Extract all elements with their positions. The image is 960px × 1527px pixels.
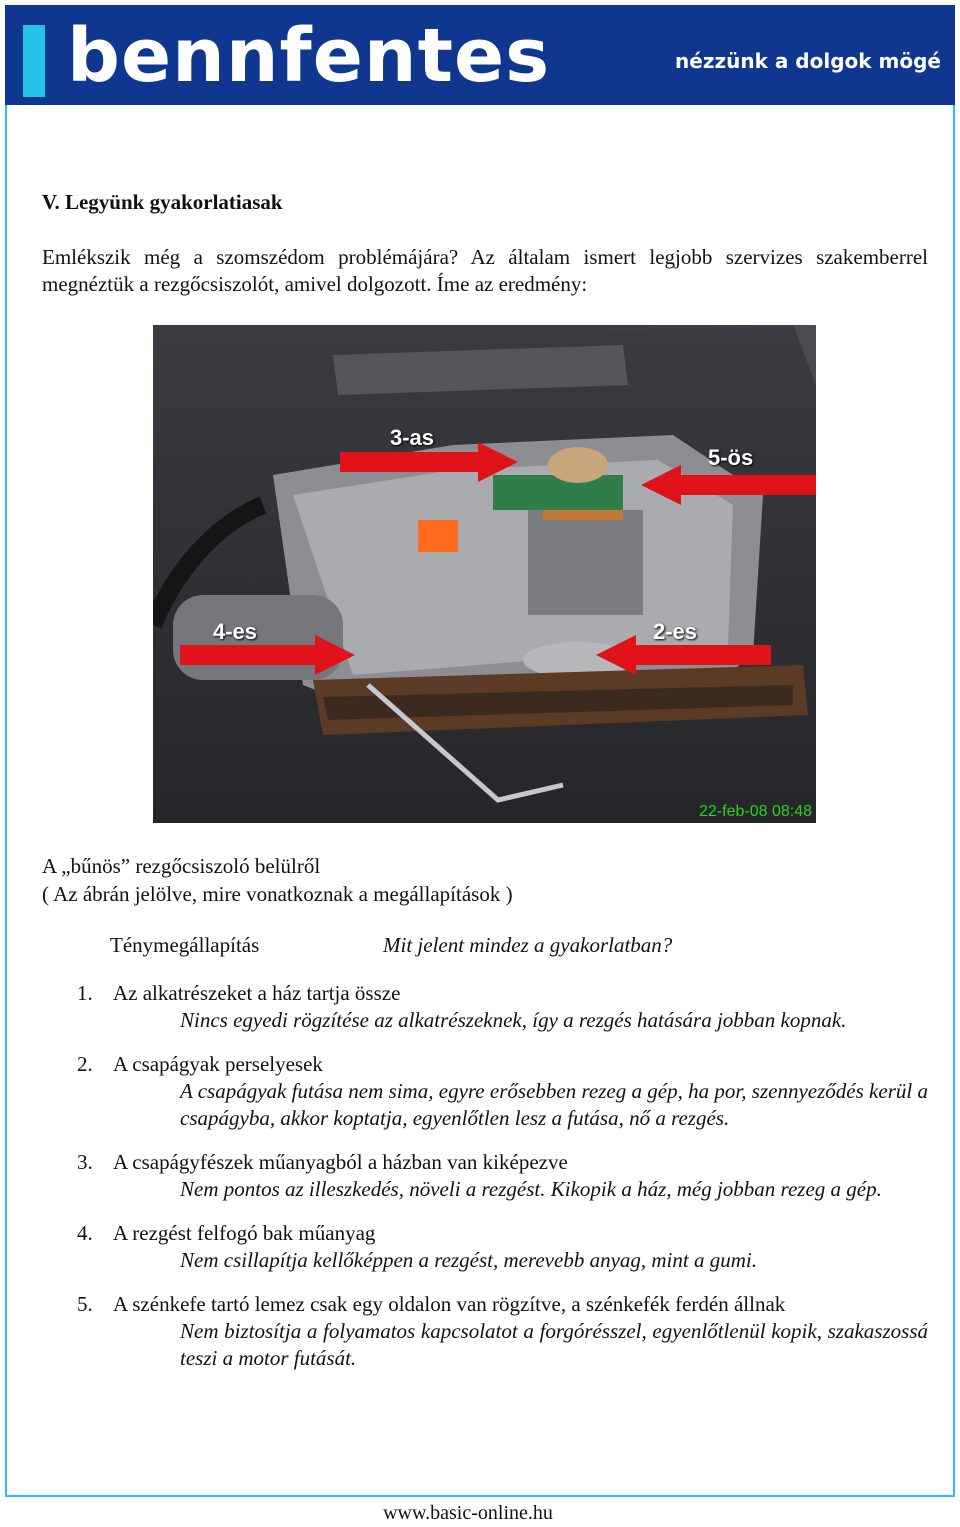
finding-number: 2.: [77, 1052, 93, 1076]
finding-meaning: Nem pontos az illeszkedés, növeli a rezgést. Kikopik a ház, még jobban rezeg a gép.: [180, 1177, 882, 1201]
caption-line-2: ( Az ábrán jelölve, mire vonatkoznak a megállapítások ): [42, 882, 513, 906]
footer-url[interactable]: www.basic-online.hu: [383, 1502, 553, 1524]
finding-fact: A csapágyak perselyesek: [113, 1052, 323, 1076]
sander-photo: [153, 325, 816, 823]
sander-illustration: [153, 325, 816, 823]
photo-caption: [42, 852, 513, 908]
finding-meaning: Nem biztosítja a folyamatos kapcsolatot a forgórésszel, egyenlőtlenül kopik, szakaszossá teszi a motor futását.: [180, 1319, 928, 1370]
finding-meaning: Nincs egyedi rögzítése az alkatrészeknek, így a rezgés hatására jobban kopnak.: [180, 1008, 847, 1032]
caption-line-1: A „bűnös” rezgőcsiszoló belülről: [42, 854, 321, 878]
section-title: V. Legyünk gyakorlatiasak: [42, 190, 283, 214]
finding-item: [42, 1220, 928, 1274]
finding-fact: Az alkatrészeket a ház tartja össze: [113, 981, 401, 1005]
header-banner: [5, 5, 955, 105]
finding-item: [42, 1051, 928, 1132]
column-heading-meaning: Mit jelent mindez a gyakorlatban?: [383, 933, 673, 957]
finding-fact: A szénkefe tartó lemez csak egy oldalon van rögzítve, a szénkefék ferdén állnak: [113, 1292, 786, 1316]
finding-meaning: Nem csillapítja kellőképpen a rezgést, merevebb anyag, mint a gumi.: [180, 1248, 757, 1272]
callout-3: 3-as: [390, 425, 435, 450]
site-slogan: nézzünk a dolgok mögé: [675, 49, 941, 73]
photo-timestamp: 22-feb-08 08:48: [699, 803, 812, 820]
finding-item: [42, 1149, 928, 1203]
finding-number: 4.: [77, 1221, 93, 1245]
finding-item: [42, 980, 928, 1034]
finding-meaning: A csapágyak futása nem sima, egyre erősebben rezeg a gép, ha por, szennyeződés kerül a csapágyba, akkor koptatja, egyenlőtlen lesz a futása, nő a rezgés.: [180, 1079, 928, 1130]
callout-2: 2-es: [653, 619, 698, 644]
finding-number: 1.: [77, 981, 93, 1005]
finding-number: 5.: [77, 1292, 93, 1316]
site-logo: bennfentes: [67, 13, 551, 99]
banner-accent-bar: [23, 25, 45, 97]
callout-4: 4-es: [213, 619, 258, 644]
findings-list: [42, 980, 928, 1389]
finding-item: [42, 1291, 928, 1372]
column-heading-fact: Ténymegállapítás: [110, 933, 260, 957]
intro-paragraph: Emlékszik még a szomszédom problémájára? Az általam ismert legjobb szervizes szakemberrel megnéztük a rezgőcsiszolót, amivel dolgozott. Íme az eredmény:: [42, 245, 928, 296]
callout-5: 5-ös: [708, 445, 754, 470]
finding-fact: A csapágyfészek műanyagból a házban van kiképezve: [113, 1150, 568, 1174]
finding-fact: A rezgést felfogó bak műanyag: [113, 1221, 376, 1245]
finding-number: 3.: [77, 1150, 93, 1174]
